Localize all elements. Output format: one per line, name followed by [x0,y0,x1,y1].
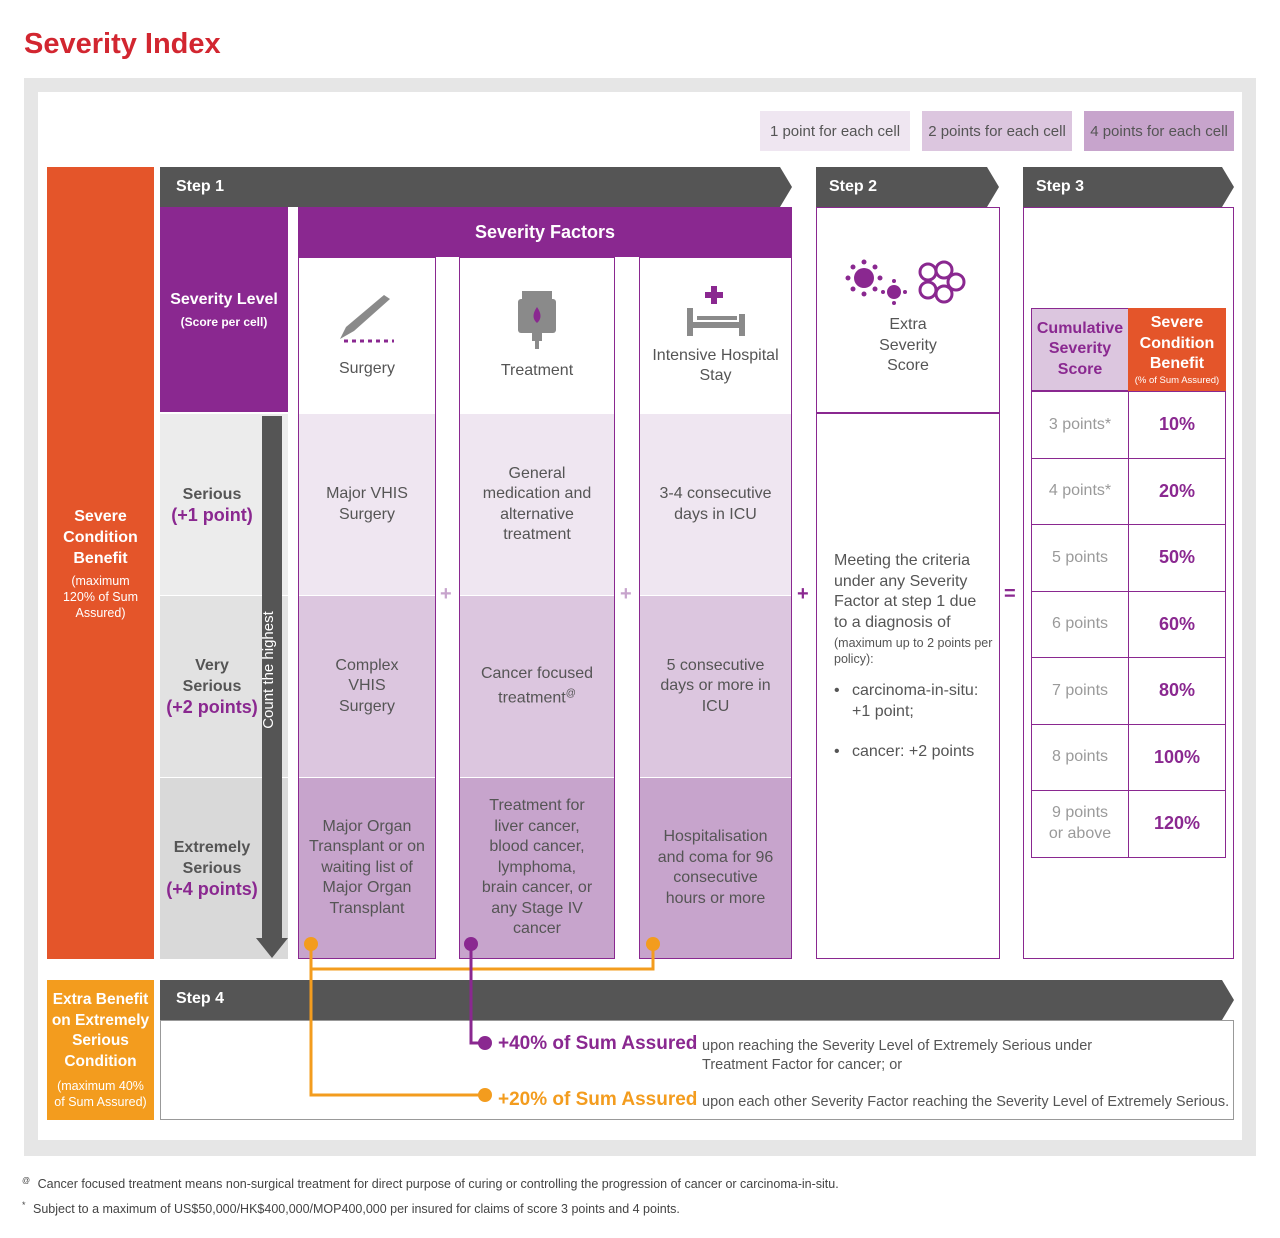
iv-drip-icon [512,289,562,351]
level-extremely-serious-points: (+4 points) [166,879,258,899]
benefit-20-amount: +20% of Sum Assured [498,1089,698,1110]
score-table-header-2 [1128,308,1226,391]
benefit-40-amount: +40% of Sum Assured [498,1033,698,1054]
score-table-row [1031,790,1226,858]
footnote-2 [22,1200,680,1216]
step2-intro: Meeting the criteria under any Severity Factor at step 1 due to a diagnosis of [834,552,977,631]
level-extremely-serious [160,778,264,959]
severe-condition-benefit-title: Severe Condition Benefit [63,507,138,567]
factor-surgery-label: Surgery [338,359,396,377]
icu-serious-cell: 3-4 consecutive days in ICU [640,414,791,595]
plus-operator-1: + [440,583,452,605]
extra-severity-score-title: Extra Severity Score [879,316,937,375]
step2-bullet-2: • cancer: +2 points [834,742,994,763]
score-table-header-1 [1031,308,1129,391]
level-very-serious-name: Very Serious [182,657,242,695]
benefit-cell: 60% [1128,591,1226,659]
benefit-40-text: upon reaching the Severity Level of Extremely Serious under Treatment Factor for cancer; or [702,1038,1093,1073]
factor-treatment [460,258,614,412]
level-very-serious [160,596,264,777]
treatment-very-serious-text: Cancer focused treatment [480,664,594,707]
severity-level-header [160,207,288,412]
surgery-serious-cell: Major VHIS Surgery [299,414,435,595]
level-serious-points: (+1 point) [171,504,253,525]
severe-condition-benefit-bar [47,167,154,959]
count-highest-label: Count the highest [260,611,277,729]
score-table-row [1031,524,1226,592]
step4-label: Step 4 [176,990,225,1007]
footnote-1-text: Cancer focused treatment means non-surgical treatment for direct purpose of curing or controlling the progression of cancer or carcinoma-in-situ. [37,1177,839,1192]
score-cell: 5 points [1031,524,1129,592]
benefit-20-text: upon each other Severity Factor reaching the Severity Level of Extremely Serious. [702,1094,1230,1110]
legend-2-points: 2 points for each cell [922,111,1072,151]
score-table-row [1031,458,1226,526]
step1-arrow [160,167,792,207]
severity-level-title: Severity Level [170,290,278,308]
step2-bullet-2-text: cancer: +2 points [852,743,975,760]
step2-label: Step 2 [829,178,878,195]
treatment-extremely-serious-cell: Treatment for liver cancer, blood cancer, lymphoma, brain cancer, or any Stage IV cancer [460,778,614,958]
score-cell: 6 points [1031,591,1129,659]
benefit-cell: 80% [1128,657,1226,725]
footnote-1 [22,1176,839,1191]
scalpel-icon [332,291,402,347]
step4-arrow [160,980,1234,1020]
benefit-cell: 120% [1128,790,1226,858]
level-very-serious-points: (+2 points) [166,697,258,717]
score-cell: 3 points* [1031,391,1129,459]
extra-benefit-title: Extra Benefit on Extremely Serious Condition [51,991,150,1070]
step2-note: (maximum up to 2 points per policy): [834,636,993,666]
score-table-col1-label: Cumulative Severity Score [1036,319,1124,378]
treatment-serious-cell: General medication and alternative treatment [460,414,614,595]
icu-very-serious-cell: 5 consecutive days or more in ICU [640,596,791,777]
score-table-row [1031,657,1226,725]
factor-icu [640,258,791,412]
step1-label: Step 1 [176,178,225,195]
step4-bar [160,980,1236,1020]
hospital-bed-icon [681,284,751,338]
level-extremely-serious-name: Extremely Serious [173,839,251,877]
extra-benefit-bar [47,980,154,1120]
treatment-very-serious-cell [460,596,614,777]
legend-4-points: 4 points for each cell [1084,111,1234,151]
plus-operator-3: + [797,583,809,605]
benefit-cell: 100% [1128,724,1226,792]
plus-operator-2: + [620,583,632,605]
score-table-row [1031,391,1226,459]
benefit-cell: 50% [1128,524,1226,592]
legend-1-point: 1 point for each cell [760,111,910,151]
step2-divider [817,412,999,414]
level-serious-name: Serious [182,485,242,503]
score-cell: 7 points [1031,657,1129,725]
at-footnote-mark: @ [565,688,576,700]
severe-condition-benefit-note: (maximum 120% of Sum Assured) [62,573,139,620]
benefit-cell: 20% [1128,458,1226,526]
step3-label: Step 3 [1036,178,1085,195]
score-cell: 9 points or above [1031,790,1129,858]
extra-benefit-note: (maximum 40% of Sum Assured) [54,1079,147,1109]
page-title: Severity Index [24,28,221,60]
equals-operator: = [1004,583,1016,605]
footnote-2-text: Subject to a maximum of US$50,000/HK$400,000/MOP400,000 per insured for claims of score 3 points and 4 points. [33,1202,680,1217]
surgery-very-serious-cell: Complex VHIS Surgery [299,596,435,777]
step2-description [834,551,994,763]
score-table-col2-note: (% of Sum Assured) [1134,374,1220,386]
icu-extremely-serious-cell: Hospitalisation and coma for 96 consecutive hours or more [640,778,791,958]
footnote-2-mark: * [22,1200,26,1210]
score-cell: 8 points [1031,724,1129,792]
severity-level-sub: (Score per cell) [180,314,268,329]
score-table-row [1031,724,1226,792]
step2-bullet-1: • carcinoma-in-situ: +1 point; [834,681,994,722]
factor-surgery [299,258,435,412]
severity-factors-header: Severity Factors [298,207,792,257]
step2-bullet-1-text: carcinoma-in-situ: +1 point; [852,682,979,720]
surgery-extremely-serious-cell: Major Organ Transplant or on waiting list of Major Organ Transplant [299,778,435,958]
level-serious [160,414,264,595]
score-table-col2-label: Severe Condition Benefit [1139,314,1215,373]
benefit-cell: 10% [1128,391,1226,459]
factor-treatment-label: Treatment [500,361,574,379]
factor-icu-label: Intensive Hospital Stay [652,346,779,384]
virus-cells-icon [844,258,972,308]
footnote-1-mark: @ [22,1176,31,1185]
score-table-row [1031,591,1226,659]
score-cell: 4 points* [1031,458,1129,526]
